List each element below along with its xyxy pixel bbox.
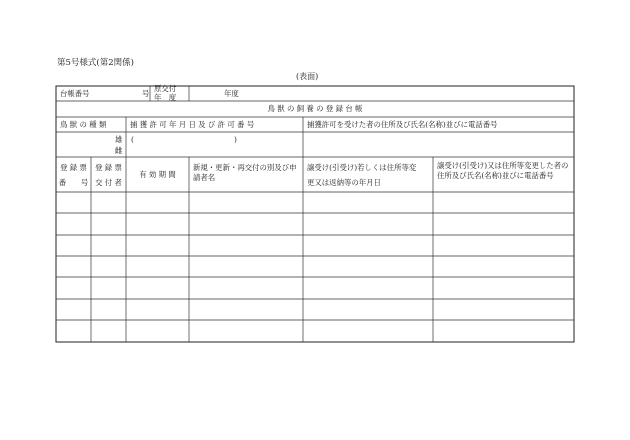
side-label: (表面) [296, 72, 319, 81]
transfer-date-header-bottom: 更又は返納等の年月日 [307, 178, 381, 187]
reg-issuer-header-top: 登 録 票 [95, 163, 122, 172]
male-label: 雄 [115, 135, 123, 144]
form-number: 第5号様式(第2関係) [57, 58, 134, 68]
reg-number-header-top: 登 録 票 [60, 163, 87, 172]
species-label: 鳥 獣 の 種 類 [60, 120, 107, 129]
nendo-label: 年度 [224, 89, 239, 98]
new-holder-header: 譲受け(引受け)又は住所等変更した者の住所及び氏名(名称)並びに電話番号 [437, 161, 569, 180]
ledger-number-label: 台帳番号 [60, 89, 90, 98]
transfer-date-header-top: 譲受け(引受け)若しくは住所等変 [307, 163, 417, 172]
validity-header: 有 効 期 間 [139, 170, 176, 179]
reg-number-header-bottom: 番 号 [58, 178, 89, 187]
permit-info-label: 捕 獲 許 可 年 月 日 及 び 許 可 番 号 [130, 120, 255, 129]
ledger-title: 鳥 獣 の 飼 養 の 登 録 台 帳 [267, 104, 363, 113]
issue-year-label-top: 原交付 [154, 84, 177, 93]
issue-year-label-bottom: 年 度 [154, 93, 177, 102]
application-header: 新規・更新・再交付の別及び申請者名 [193, 163, 297, 182]
female-label: 雌 [115, 146, 123, 155]
paren-close: ) [234, 135, 237, 144]
permit-holder-label: 捕獲許可を受けた者の住所及び氏名(名称)並びに電話番号 [307, 120, 498, 129]
reg-issuer-header-bottom: 交 付 者 [95, 178, 122, 187]
go-label: 号 [142, 89, 150, 98]
paren-open: ( [131, 135, 134, 144]
